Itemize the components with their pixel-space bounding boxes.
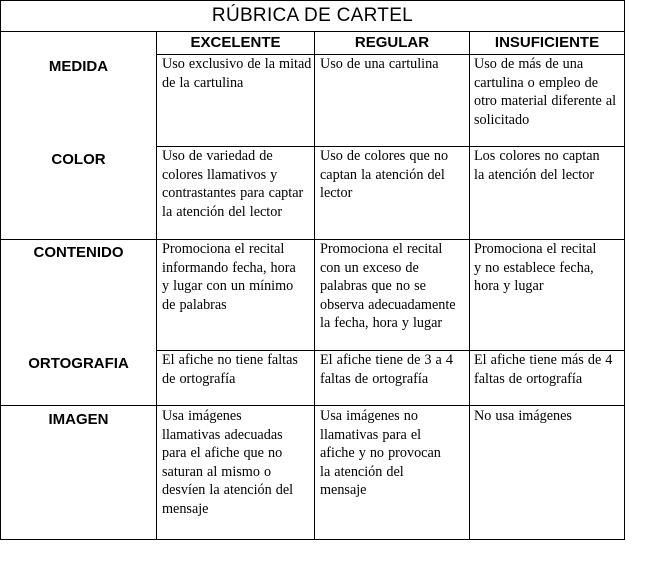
divider-criteria bbox=[156, 31, 157, 540]
cell-ortografia-excelente: El afiche no tiene faltas de ortografía bbox=[162, 352, 298, 387]
criterion-color: COLOR bbox=[51, 151, 106, 168]
criterion-contenido: CONTENIDO bbox=[33, 244, 124, 261]
cell-contenido-excelente: Promociona el recital informando fecha, hora y lugar con un mínimo de palabras bbox=[162, 241, 296, 313]
header-excelente: EXCELENTE bbox=[190, 34, 281, 51]
border-left bbox=[0, 0, 1, 540]
border-top bbox=[0, 0, 625, 1]
cell-color-insuficiente: Los colores no captan la atención del lector bbox=[474, 148, 600, 183]
cell-imagen-regular: Usa imágenes no llamativas para el afiche y no provocan la atención del mensaje bbox=[320, 408, 441, 499]
cell-medida-excelente: Uso exclusivo de la mitad de la cartulina bbox=[162, 56, 312, 91]
cell-color-excelente: Uso de variedad de colores llamativos y contrastantes para captar la atención del lector bbox=[162, 148, 304, 220]
divider-regular bbox=[469, 31, 470, 540]
cell-imagen-excelente: Usa imágenes llamativas adecuadas para el afiche que no saturan al mismo o desvíen la atención del mensaje bbox=[162, 408, 294, 517]
criterion-ortografia: ORTOGRAFIA bbox=[28, 355, 129, 372]
criterion-imagen: IMAGEN bbox=[48, 411, 109, 428]
cell-ortografia-regular: El afiche tiene de 3 a 4 faltas de ortografía bbox=[320, 352, 453, 387]
rubric-title: RÚBRICA DE CARTEL bbox=[211, 5, 414, 26]
criterion-medida: MEDIDA bbox=[48, 58, 109, 75]
border-right bbox=[624, 0, 625, 540]
cell-ortografia-insuficiente: El afiche tiene más de 4 faltas de ortografía bbox=[474, 352, 613, 387]
cell-medida-regular: Uso de una cartulina bbox=[320, 56, 439, 72]
border-bottom bbox=[0, 539, 625, 540]
cell-medida-insuficiente: Uso de más de una cartulina o empleo de otro material diferente al solicitado bbox=[474, 56, 617, 128]
cell-contenido-insuficiente: Promociona el recital y no establece fecha, hora y lugar bbox=[474, 241, 597, 295]
cell-color-regular: Uso de colores que no captan la atención del lector bbox=[320, 148, 449, 202]
cell-imagen-insuficiente: No usa imágenes bbox=[474, 408, 572, 424]
header-regular: REGULAR bbox=[354, 34, 430, 51]
divider-excelente bbox=[314, 31, 315, 540]
header-insuficiente: INSUFICIENTE bbox=[494, 34, 600, 51]
cell-contenido-regular: Promociona el recital con un exceso de palabras que no se observa adecuadamente la fecha, hora y lugar bbox=[320, 241, 456, 332]
divider-ortografia bbox=[0, 405, 625, 406]
